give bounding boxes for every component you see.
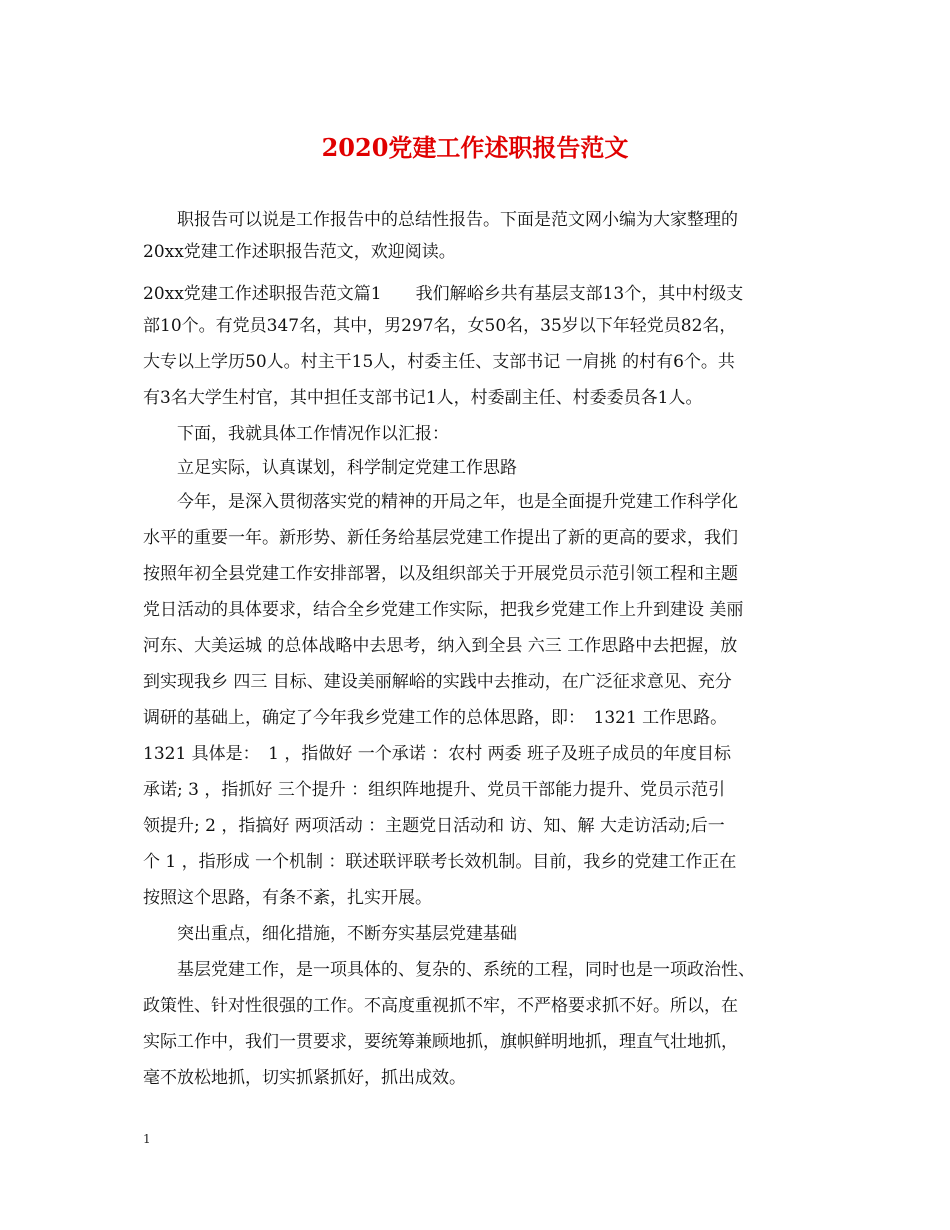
body-line: 按照这个思路，有条不紊，扎实开展。 xyxy=(143,888,432,908)
body-line: 个 1 ，指形成 一个机制 ：联述联评联考长效机制。目前，我乡的党建工作正在 xyxy=(143,852,737,872)
body-line: 实际工作中，我们一贯要求，要统筹兼顾地抓，旗帜鲜明地抓，理直气壮地抓， xyxy=(143,1032,738,1052)
body-line: 毫不放松地抓，切实抓紧抓好，抓出成效。 xyxy=(143,1068,466,1088)
document-title: 2020党建工作述职报告范文 xyxy=(321,133,629,162)
body-line: 1321 具体是： 1 ，指做好 一个承诺 ：农村 两委 班子及班子成员的年度目标 xyxy=(143,744,732,764)
body-line: 20xx党建工作述职报告范文，欢迎阅读。 xyxy=(143,242,456,262)
section-heading: 突出重点，细化措施，不断夯实基层党建基础 xyxy=(143,924,517,944)
body-line: 大专以上学历50人。村主干15人，村委主任、支部书记 一肩挑 的村有6个。共 xyxy=(143,352,735,372)
body-line: 承诺; 3 ，指抓好 三个提升 ：组织阵地提升、党员干部能力提升、党员示范引 xyxy=(143,780,726,800)
body-line: 调研的基础上，确定了今年我乡党建工作的总体思路，即： 1321 工作思路。 xyxy=(143,708,728,728)
body-line: 河东、大美运城 的总体战略中去思考，纳入到全县 六三 工作思路中去把握，放 xyxy=(143,636,738,656)
body-line: 领提升; 2 ，指搞好 两项活动 ：主题党日活动和 访、知、解 大走访活动;后一 xyxy=(143,816,725,836)
page-number: 1 xyxy=(143,1132,151,1146)
body-line: 职报告可以说是工作报告中的总结性报告。下面是范文网小编为大家整理的 xyxy=(143,210,738,230)
body-line: 20xx党建工作述职报告范文篇1 我们解峪乡共有基层支部13个，其中村级支 xyxy=(143,284,744,304)
section-heading: 立足实际，认真谋划，科学制定党建工作思路 xyxy=(143,458,517,478)
body-line: 部10个。有党员347名，其中，男297名，女50名，35岁以下年轻党员82名， xyxy=(143,316,737,336)
body-line: 党日活动的具体要求，结合全乡党建工作实际，把我乡党建工作上升到建设 美丽 xyxy=(143,600,744,620)
body-line: 基层党建工作，是一项具体的、复杂的、系统的工程，同时也是一项政治性、 xyxy=(143,960,755,980)
body-line: 按照年初全县党建工作安排部署，以及组织部关于开展党员示范引领工程和主题 xyxy=(143,564,738,584)
body-line: 今年，是深入贯彻落实党的精神的开局之年，也是全面提升党建工作科学化 xyxy=(143,492,738,512)
body-line: 下面，我就具体工作情况作以汇报： xyxy=(143,424,449,444)
body-line: 水平的重要一年。新形势、新任务给基层党建工作提出了新的更高的要求，我们 xyxy=(143,528,738,548)
body-line: 有3名大学生村官，其中担任支部书记1人，村委副主任、村委委员各1人。 xyxy=(143,388,703,408)
body-line: 到实现我乡 四三 目标、建设美丽解峪的实践中去推动，在广泛征求意见、充分 xyxy=(143,672,732,692)
body-line: 政策性、针对性很强的工作。不高度重视抓不牢，不严格要求抓不好。所以，在 xyxy=(143,996,738,1016)
